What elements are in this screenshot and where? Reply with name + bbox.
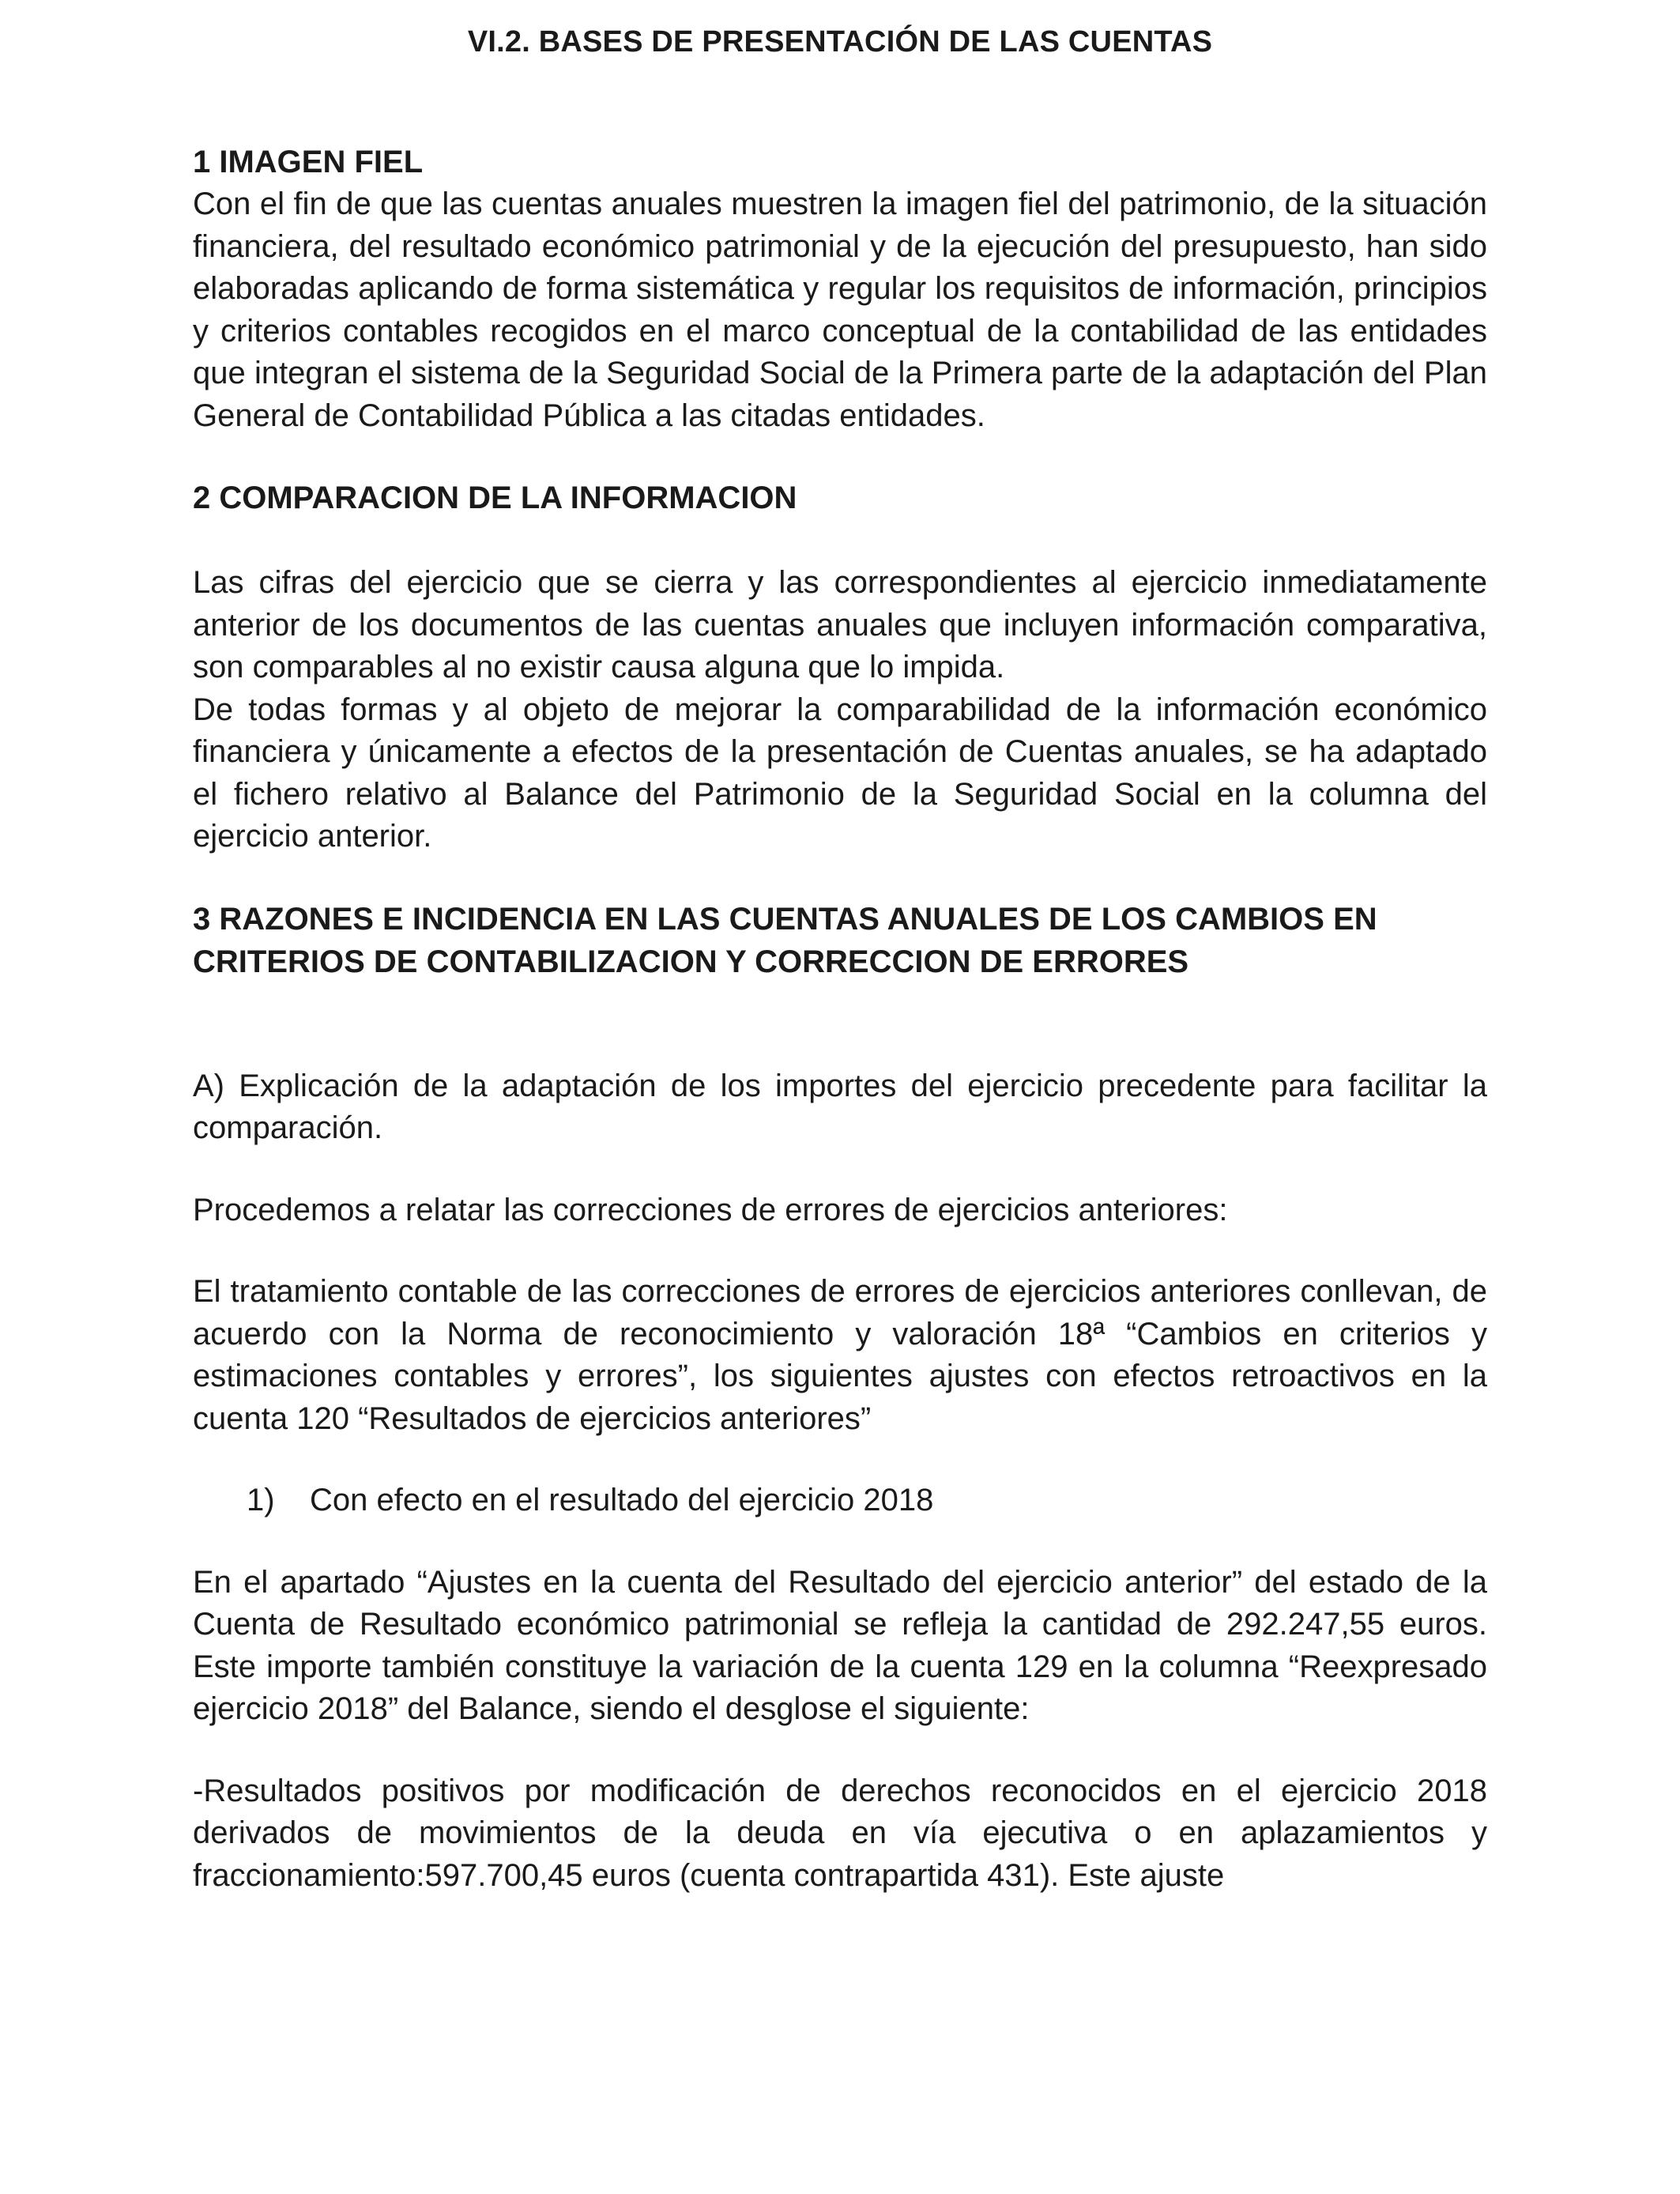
section-1-heading: 1 IMAGEN FIEL bbox=[193, 145, 424, 179]
corrections-intro: Procedemos a relatar las correcciones de errores de ejercicios anteriores: bbox=[193, 1192, 1228, 1227]
spacer bbox=[193, 1522, 1487, 1562]
spacer bbox=[193, 1731, 1487, 1770]
spacer bbox=[193, 1231, 1487, 1271]
section-2-heading: 2 COMPARACION DE LA INFORMACION bbox=[193, 481, 797, 515]
spacer bbox=[193, 1150, 1487, 1189]
section-3-subheading-a: A) Explicación de la adaptación de los importes del ejercicio precedente para facilitar la comparación. bbox=[193, 1068, 1487, 1145]
list-item bbox=[247, 1480, 1487, 1522]
section-2-paragraph-1: Las cifras del ejercicio que se cierra y las correspondientes al ejercicio inmediatamente anterior de los documentos de las cuentas anuales que incluyen información comparativa, son comparables al no existir causa alguna que lo impida. bbox=[193, 565, 1487, 684]
section-1-paragraph: Con el fin de que las cuentas anuales muestren la imagen fiel del patrimonio, de la situación financiera, del resultado económico patrimonial y de la ejecución del presupuesto, han sido elaboradas aplicando de forma sistemática y regular los requisitos de información, principios y criterios contables recogidos en el marco conceptual de la contabilidad de las entidades que integran el sistema de la Seguridad Social de la Primera parte de la adaptación del Plan General de Contabilidad Pública a las citadas entidades. bbox=[193, 187, 1487, 433]
spacer bbox=[193, 437, 1487, 477]
section-2-paragraph-2: De todas formas y al objeto de mejorar la comparabilidad de la información económico financiera y únicamente a efectos de la presentación de Cuentas anuales, se ha adaptado el fichero relativo al Balance del Patrimonio de la Seguridad Social en la columna del ejercicio anterior. bbox=[193, 692, 1487, 854]
adjustments-paragraph: En el apartado “Ajustes en la cuenta del Resultado del ejercicio anterior” del estado de la Cuenta de Resultado económico patrimonial se refleja la cantidad de 292.247,55 euros. Este importe también constituye la variación de la cuenta 129 en la columna “Reexpresado ejercicio 2018” del Balance, siendo el desglose el siguiente: bbox=[193, 1564, 1487, 1726]
spacer bbox=[193, 858, 1487, 898]
document-page bbox=[193, 22, 1487, 1897]
spacer bbox=[193, 1440, 1487, 1480]
accounting-treatment-paragraph: El tratamiento contable de las correcciones de errores de ejercicios anteriores conllevan, de acuerdo con la Norma de reconocimiento y valoración 18ª “Cambios en criterios y estimaciones contables y errores”, los siguientes ajustes con efectos retroactivos en la cuenta 120 “Resultados de ejercicios anteriores” bbox=[193, 1274, 1487, 1436]
positive-results-paragraph: -Resultados positivos por modificación de derechos reconocidos en el ejercicio 2018 derivados de movimientos de la deuda en vía ejecutiva o en aplazamientos y fraccionamiento:597.700,45 euros (cuenta contrapartida 431). Este ajuste bbox=[193, 1773, 1487, 1893]
spacer bbox=[193, 983, 1487, 1065]
spacer bbox=[193, 519, 1487, 562]
list-item-number: 1) bbox=[247, 1483, 275, 1517]
document-title: VI.2. BASES DE PRESENTACIÓN DE LAS CUENTAS bbox=[467, 25, 1213, 58]
section-3-heading: 3 RAZONES E INCIDENCIA EN LAS CUENTAS ANUALES DE LOS CAMBIOS EN CRITERIOS DE CONTABILIZACION Y CORRECCION DE ERRORES bbox=[193, 901, 1377, 979]
list-item-text: Con efecto en el resultado del ejercicio 2018 bbox=[310, 1483, 934, 1517]
